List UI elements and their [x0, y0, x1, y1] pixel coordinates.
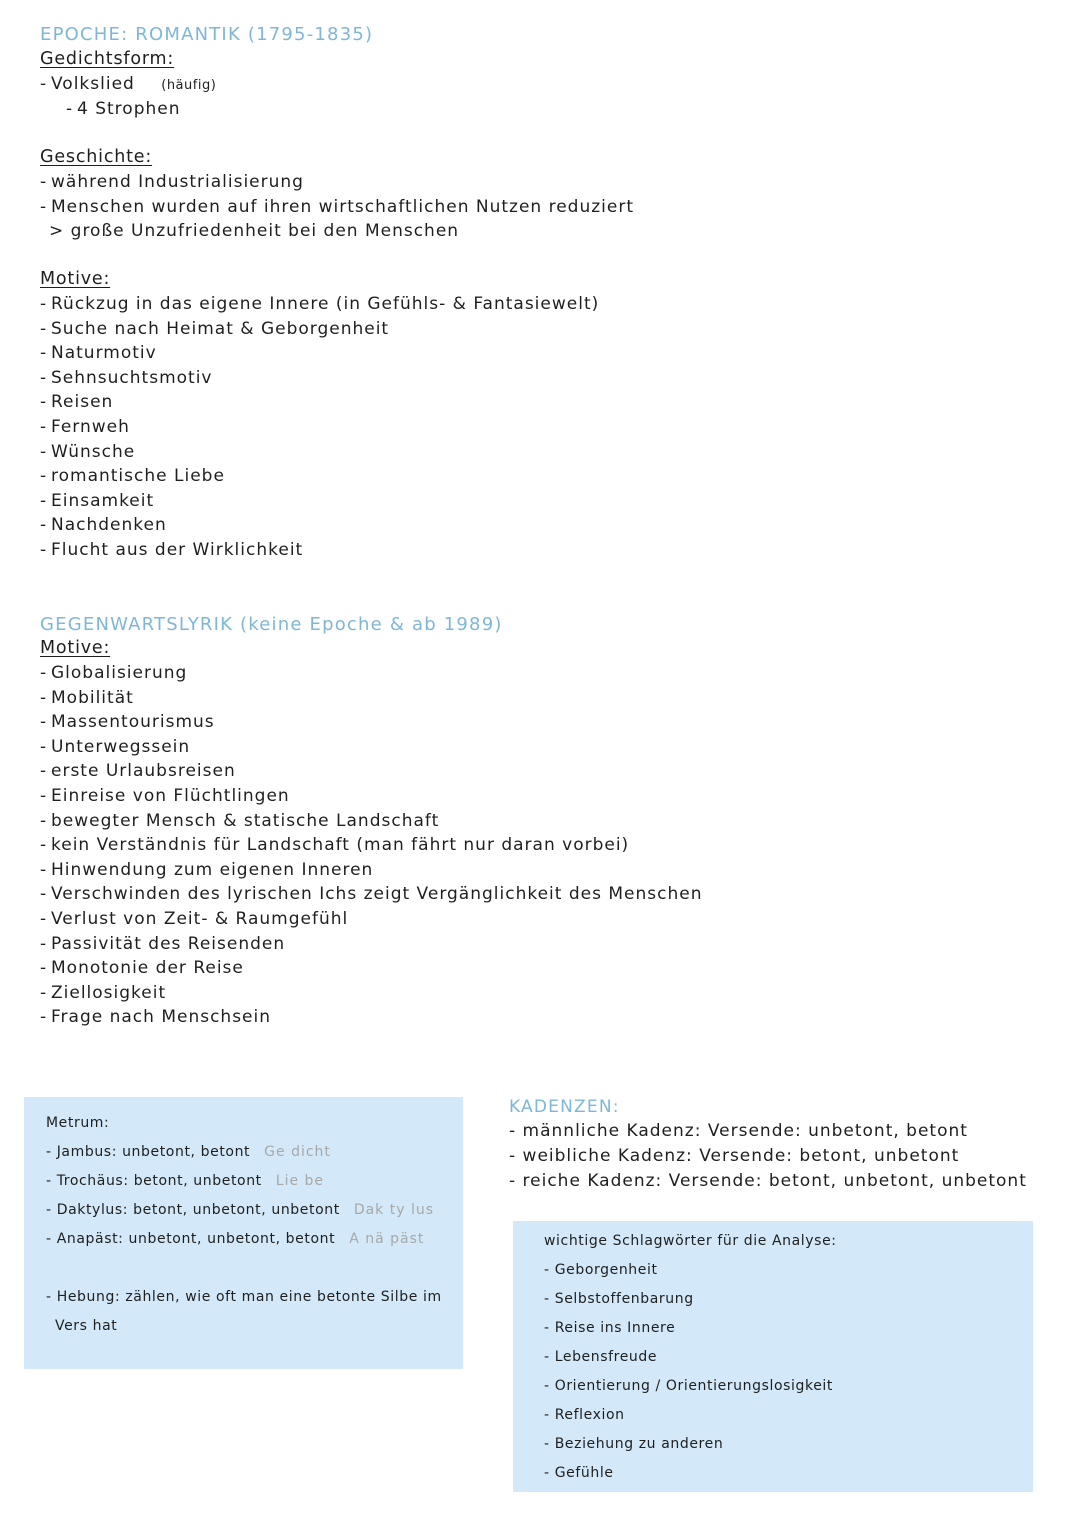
- list-item: - Naturmotiv: [40, 343, 157, 364]
- hebung-line: - Hebung: zählen, wie oft man eine betonte Silbe im: [46, 1289, 442, 1305]
- list-item: - Einreise von Flüchtlingen: [40, 785, 290, 806]
- metrum-item: - Daktylus: betont, unbetont, unbetont Dak ty lus: [46, 1202, 435, 1218]
- romantik-motive-list: [40, 292, 599, 563]
- gegenwart-motive-title: Motive:: [40, 638, 111, 658]
- list-item: - kein Verständnis für Landschaft (man fährt nur daran vorbei): [40, 835, 630, 856]
- keyword-item: - Gefühle: [544, 1465, 614, 1481]
- list-item: - Sehnsuchtsmotiv: [40, 367, 213, 388]
- romantik-motive-title: Motive:: [40, 269, 111, 289]
- list-item: - reiche Kadenz: Versende: betont, unbetont, unbetont: [509, 1171, 1027, 1191]
- metrum-box: [24, 1097, 463, 1369]
- list-item: - bewegter Mensch & statische Landschaft: [40, 810, 440, 831]
- kadenzen-heading: KADENZEN:: [509, 1097, 620, 1117]
- keyword-item: - Geborgenheit: [544, 1262, 658, 1278]
- list-item: - Hinwendung zum eigenen Inneren: [40, 859, 374, 880]
- list-item: - Ziellosigkeit: [40, 982, 167, 1003]
- keyword-item: - Reise ins Innere: [544, 1320, 676, 1336]
- metrum-title: Metrum:: [46, 1115, 110, 1131]
- keyword-item: - Beziehung zu anderen: [544, 1436, 724, 1452]
- keyword-item: - Selbstoffenbarung: [544, 1291, 694, 1307]
- list-item: - Einsamkeit: [40, 490, 155, 511]
- keyword-item: - Lebensfreude: [544, 1349, 658, 1365]
- list-item: - Unterwegssein: [40, 736, 191, 757]
- list-item: - Suche nach Heimat & Geborgenheit: [40, 318, 390, 339]
- list-item: - während Industrialisierung: [40, 172, 304, 192]
- list-item: - erste Urlaubsreisen: [40, 761, 236, 782]
- list-item: - Flucht aus der Wirklichkeit: [40, 539, 304, 560]
- list-item: - weibliche Kadenz: Versende: betont, unbetont: [509, 1146, 960, 1166]
- gegenwart-heading: GEGENWARTSLYRIK (keine Epoche & ab 1989): [40, 614, 503, 635]
- list-item: - Fernweh: [40, 416, 130, 437]
- list-item: - Wünsche: [40, 441, 136, 462]
- list-item: - Passivität des Reisenden: [40, 933, 286, 954]
- list-item: - Verschwinden des lyrischen Ichs zeigt Vergänglichkeit des Menschen: [40, 884, 703, 905]
- metrum-item: - Anapäst: unbetont, unbetont, betont A nä päst: [46, 1231, 425, 1247]
- hebung-line: Vers hat: [55, 1318, 118, 1334]
- romantik-history-list: [40, 170, 634, 244]
- example-syllables: Ge dicht: [264, 1144, 331, 1160]
- keywords-box: [513, 1221, 1033, 1492]
- romantik-heading: EPOCHE: ROMANTIK (1795-1835): [40, 24, 374, 45]
- list-item: - Rückzug in das eigene Innere (in Gefühls- & Fantasiewelt): [40, 294, 600, 314]
- metrum-item: - Trochäus: betont, unbetont Lie be: [46, 1173, 325, 1189]
- list-item: > große Unzufriedenheit bei den Menschen: [49, 221, 460, 242]
- romantik-form-item: - 4 Strophen: [66, 99, 181, 119]
- gegenwart-motive-list: [40, 661, 702, 1030]
- list-item: - männliche Kadenz: Versende: unbetont, betont: [509, 1121, 968, 1141]
- list-item: - Massentourismus: [40, 712, 215, 733]
- example-syllables: Lie be: [275, 1173, 325, 1189]
- romantik-history-title: Geschichte:: [40, 147, 153, 167]
- list-item: - Menschen wurden auf ihren wirtschaftlichen Nutzen reduziert: [40, 196, 634, 217]
- form-note: (häufig): [161, 78, 217, 93]
- list-item: - Nachdenken: [40, 515, 167, 536]
- example-syllables: A nä päst: [349, 1231, 425, 1247]
- metrum-item: - Jambus: unbetont, betont Ge dicht: [46, 1144, 331, 1160]
- keyword-item: - Reflexion: [544, 1407, 625, 1423]
- list-item: - romantische Liebe: [40, 466, 225, 487]
- keywords-title: wichtige Schlagwörter für die Analyse:: [544, 1233, 837, 1249]
- list-item: - Mobilität: [40, 687, 134, 708]
- list-item: - Reisen: [40, 392, 114, 413]
- example-syllables: Dak ty lus: [353, 1202, 435, 1218]
- romantik-form-title: Gedichtsform:: [40, 49, 175, 69]
- romantik-form-item: - Volkslied (häufig): [40, 74, 217, 94]
- list-item: - Frage nach Menschsein: [40, 1007, 272, 1028]
- list-item: - Globalisierung: [40, 663, 188, 683]
- list-item: - Verlust von Zeit- & Raumgefühl: [40, 908, 349, 929]
- keyword-item: - Orientierung / Orientierungslosigkeit: [544, 1378, 834, 1394]
- kadenzen-list: [509, 1119, 1027, 1194]
- list-item: - Monotonie der Reise: [40, 958, 244, 979]
